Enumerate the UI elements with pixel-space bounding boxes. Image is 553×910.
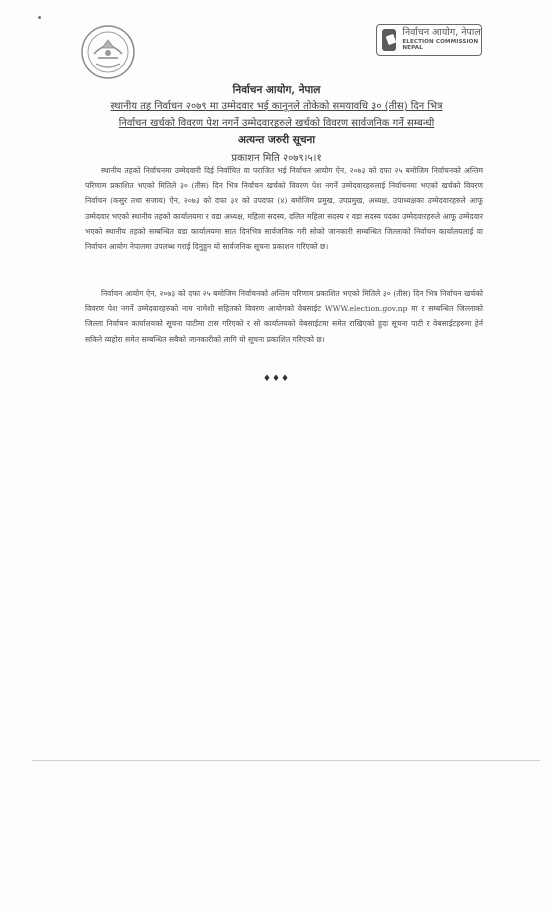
subject-line-1: स्थानीय तह निर्वाचन २०७९ मा उम्मेदवार भई कानूनले तोकेको समयावधि ३० (तीस) दिन भित्र bbox=[110, 101, 443, 112]
ec-logo-name-np: निर्वाचन आयोग, नेपाल bbox=[402, 27, 481, 39]
publication-date: प्रकाशन मिति २०७९।५।१ bbox=[231, 153, 322, 164]
scan-speck bbox=[38, 16, 41, 19]
notice-paragraph-1: स्थानीय तहको निर्वाचनमा उम्मेदवारी दिई निर्वाचित वा पराजित भई निर्वाचन आयोग ऐन, २०७३ को दफा २५ बमोजिम निर्वाचनको अन्तिम परिणाम प्रकाशित भएको मितिले ३० (तीस) दिन भित्र निर्वाचन खर्चको विवरण पेश नगर्ने उम्मेदवारहरुलाई निर्वाचनमा भएको खर्चको विवरण निर्वाचन (कसुर तथा सजाय) ऐन, २०७३ को दफा ३१ को उपदफा (४) बमोजिम प्रमुख, उपप्रमुख, अध्यक्ष, उपाध्यक्षका उम्मेदवारहरुले आफू उम्मेदवार भएको स्थानीय तहको कार्यालयमा र वडा अध्यक्ष, महिला सदस्य, दलित महिला सदस्य र वडा सदस्य पदका उम्मेदवारहरुले आफू उम्मेदवार भएको स्थानीय तहको सम्बन्धित वडा कार्यालयमा सात दिनभित्र सार्वजनिक गरी सोको जानकारी सम्बन्धित जिल्लाको निर्वाचन कार्यालयलाई वा निर्वाचन आयोग नेपालमा उपलब्ध गराई दिनुहुन यो सार्वजनिक सूचना प्रकाशन गरिएको छ। bbox=[85, 166, 483, 252]
election-commission-logo bbox=[376, 24, 482, 56]
nepal-government-emblem-icon bbox=[80, 24, 136, 80]
ec-logo-name-en: ELECTION COMMISSION NEPAL bbox=[402, 39, 479, 52]
subject-line-2: निर्वाचन खर्चको विवरण पेश नगर्ने उम्मेदवारहरुले खर्चको विवरण सार्वजनिक गर्ने सम्बन्धी bbox=[118, 118, 435, 129]
notice-paragraph-2: निर्वाचन आयोग ऐन, २०७३ को दफा २५ बमोजिम निर्वाचनको अन्तिम परिणाम प्रकाशित भएको मितिले ३० (तीस) दिन भित्र निर्वाचन खर्चको विवरण पेश नगर्ने उम्मेदवारहरुको नाम नामेशी सहितको विवरण आयोगको वेबसाईट WWW.election.gov.np मा र सम्बन्धित जिल्लाको जिल्ला निर्वाचन कार्यालयको सूचना पाटीमा टास गरिएको र सो कार्यालयको वेबसाईटमा समेत राखिएको हुदा सूचना पाटी र वेबसाईटहरुमा हेर्न सकिने व्यहोरा समेत सम्बन्धित सबैको जानकारीको लागि यो सूचना प्रकाशित गरिएको छ। bbox=[85, 289, 483, 344]
ballot-box-icon bbox=[382, 29, 396, 51]
end-of-notice-mark: ♦♦♦ bbox=[262, 374, 291, 384]
urgency-heading: अत्यन्त जरुरी सूचना bbox=[237, 134, 316, 146]
page-bottom-rule bbox=[32, 760, 540, 761]
organization-heading: निर्वाचन आयोग, नेपाल bbox=[232, 84, 321, 96]
